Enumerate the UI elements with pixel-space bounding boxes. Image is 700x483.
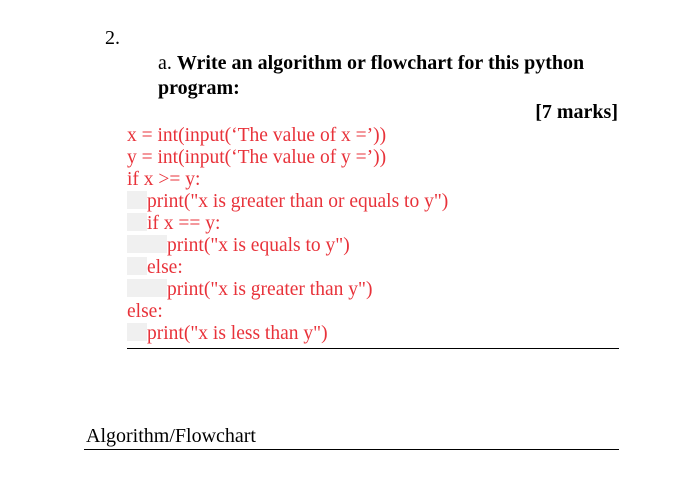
prompt-line-2: program: xyxy=(158,77,240,99)
prompt-line-1: Write an algorithm or flowchart for this python xyxy=(176,52,585,74)
indent-marker xyxy=(127,213,147,231)
code-line: else: xyxy=(127,301,163,322)
answer-line xyxy=(84,449,619,450)
code-line: else: xyxy=(127,257,448,279)
code-line: y = int(input(‘The value of y =’)) xyxy=(127,147,387,168)
question-number: 2. xyxy=(105,27,120,49)
code-underline xyxy=(127,348,619,349)
code-block xyxy=(127,125,448,345)
part-label: a. xyxy=(158,52,172,74)
code-line: if x == y: xyxy=(127,213,448,235)
code-line: print("x is equals to y") xyxy=(127,235,448,257)
code-line: print("x is greater than or equals to y") xyxy=(127,191,448,213)
answer-label: Algorithm/Flowchart xyxy=(86,425,256,447)
indent-marker xyxy=(127,323,147,341)
indent-marker xyxy=(127,257,147,275)
code-line: print("x is greater than y") xyxy=(127,279,448,301)
code-line: if x >= y: xyxy=(127,169,201,190)
marks-label: [7 marks] xyxy=(535,101,618,123)
code-line: print("x is less than y") xyxy=(127,323,448,345)
indent-marker xyxy=(127,279,167,297)
indent-marker xyxy=(127,191,147,209)
code-line: x = int(input(‘The value of x =’)) xyxy=(127,125,387,146)
indent-marker xyxy=(127,235,167,253)
question-prompt xyxy=(158,51,584,101)
